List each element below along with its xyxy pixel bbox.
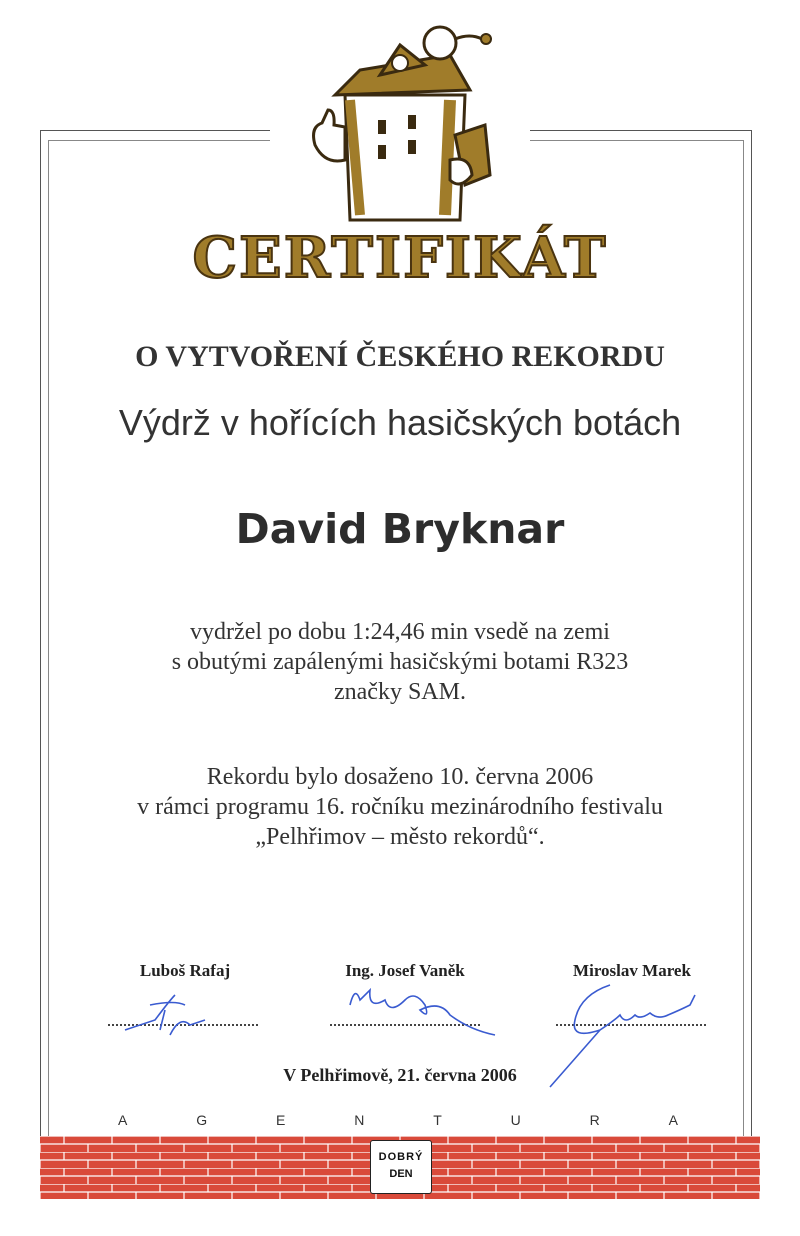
agency-letter: R [589,1112,600,1128]
agency-letter: T [433,1112,442,1128]
agency-letter: N [354,1112,365,1128]
place-date: V Pelhřimově, 21. června 2006 [283,1065,517,1085]
achievement-line: v rámci programu 16. ročníku mezinárodního festivalu [137,794,663,820]
certificate-heading: O VYTVOŘENÍ ČESKÉHO REKORDU [135,340,665,373]
logo-line-2: DEN [389,1168,413,1180]
signature-2-icon [330,980,500,1040]
achievement-line: Rekordu bylo dosaženo 10. června 2006 [206,764,594,790]
description-line: s obutými zapálenými hasičskými botami R323 [171,649,629,675]
logo-line-1: DOBRÝ [378,1151,424,1163]
signature-1-icon [115,990,215,1040]
achievement-paragraph [0,762,800,852]
certificate-title: CERTIFIKÁT [192,225,608,291]
house-mascot-icon [300,15,500,225]
agency-letter: G [196,1112,208,1128]
description-paragraph [0,617,800,707]
signatory-2-name: Ing. Josef Vaněk [345,961,465,980]
holder-name: David Bryknar [235,505,565,553]
dobry-den-logo [370,1140,432,1194]
agency-letter: U [510,1112,521,1128]
agency-letter: A [668,1112,678,1128]
signatory-1-name: Luboš Rafaj [139,961,231,980]
achievement-line: „Pelhřimov – město rekordů“. [255,824,545,850]
record-name: Výdrž v hořících hasičských botách [118,402,682,443]
signatory-3-name: Miroslav Marek [573,961,691,980]
agency-lettering [118,1112,678,1128]
description-line: značky SAM. [334,679,466,705]
description-line: vydržel po dobu 1:24,46 min vsedě na zemi [190,619,610,645]
agency-letter: A [118,1112,128,1128]
agency-letter: E [275,1112,286,1128]
